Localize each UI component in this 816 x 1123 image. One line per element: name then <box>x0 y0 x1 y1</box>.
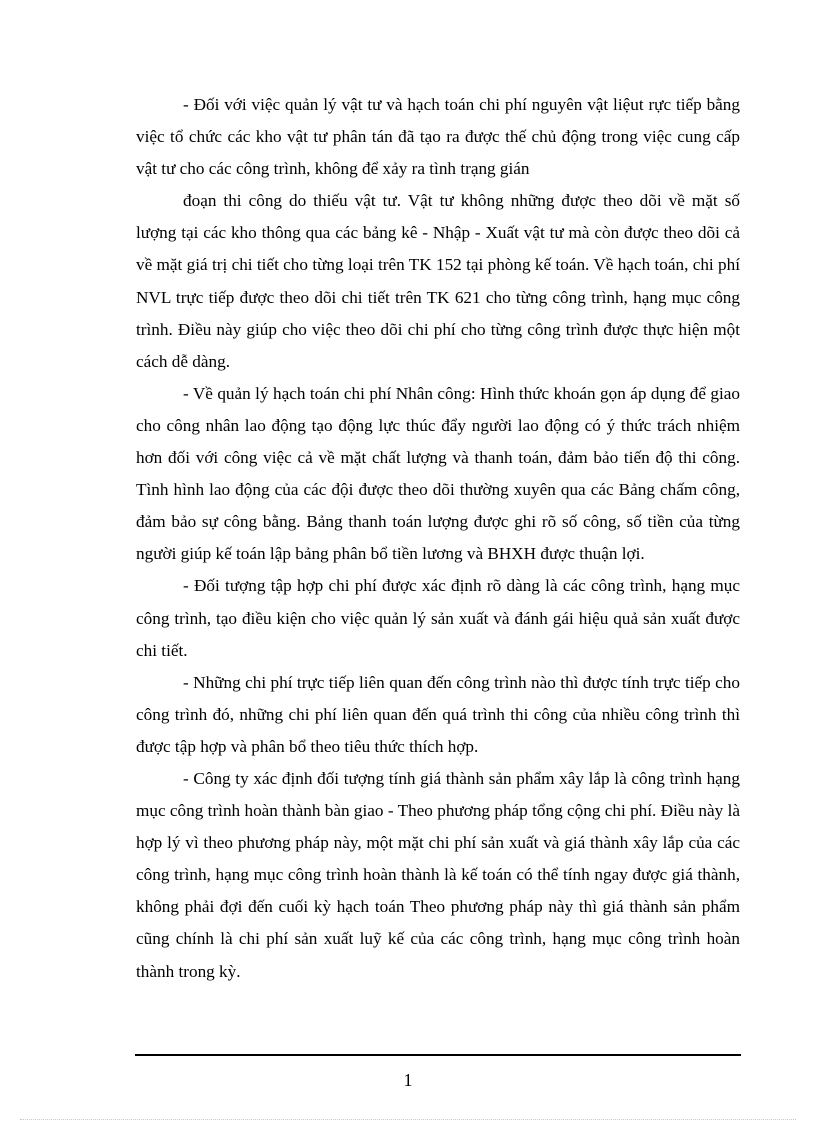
paragraph-costing-method: - Công ty xác định đối tượng tính giá thành sản phẩm xây lắp là công trình hạng mục công trình hoàn thành bàn giao - Theo phương pháp tổng cộng chi phí. Điều này là hợp lý vì theo phương pháp này, một mặt chi phí sản xuất và giá thành xây lắp của các công trình, hạng mục công trình hoàn thành là kế toán có thể tính ngay được giá thành, không phải đợi đến cuối kỳ hạch toán Theo phương pháp này thì giá thành sản phẩm cũng chính là chi phí sản xuất luỹ kế của các công trình, hạng mục công trình hoàn thành trong kỳ. <box>136 768 740 981</box>
paragraph-labor-costs: - Về quản lý hạch toán chi phí Nhân công: Hình thức khoán gọn áp dụng để giao cho công nhân lao động tạo động lực thúc đẩy người lao động có ý thức trách nhiệm hơn đối với công việc cả về mặt chất lượng và thanh toán, đảm bảo tiến độ thi công. Tình hình lao động của các đội được theo dõi thường xuyên qua các Bảng chấm công, đảm bảo sự công bằng. Bảng thanh toán lượng được ghi rõ số công, số tiền của từng người giúp kế toán lập bảng phân bổ tiền lương và BHXH được thuận lợi. <box>136 383 740 564</box>
paragraph-materials: - Đối với việc quản lý vật tư và hạch toán chi phí nguyên vật liệut rực tiếp bằng việc tổ chức các kho vật tư phân tán đã tạo ra được thế chủ động trong việc cung cấp vật tư cho các công trình, không để xảy ra tình trạng gián <box>136 95 740 179</box>
body-text <box>136 89 740 988</box>
paragraph-material-tracking: đoạn thi công do thiếu vật tư. Vật tư không những được theo dõi về mặt số lượng tại các kho thông qua các bảng kê - Nhập - Xuất vật tư mà còn được theo dõi cả về mặt giá trị chi tiết cho từng loại trên TK 152 tại phòng kế toán. Về hạch toán, chi phí NVL trực tiếp được theo dõi chi tiết trên TK 621 cho từng công trình, hạng mục công trình. Điều này giúp cho việc theo dõi chi phí cho từng công trình được thực hiện một cách dễ dàng. <box>136 191 740 371</box>
page-edge-dotted-line <box>20 1119 796 1120</box>
footer-rule <box>135 1054 741 1056</box>
page-number: 1 <box>403 1070 413 1090</box>
paragraph-direct-costs: - Những chi phí trực tiếp liên quan đến công trình nào thì được tính trực tiếp cho công trình đó, những chi phí liên quan đến quá trình thi công của nhiều công trình thì được tập hợp và phân bổ theo tiêu thức thích hợp. <box>136 672 740 756</box>
paragraph-cost-objects: - Đối tượng tập hợp chi phí được xác định rõ dàng là các công trình, hạng mục công trình, tạo điều kiện cho việc quản lý sản xuất và đánh gái hiệu quả sản xuất được chi tiết. <box>136 576 740 660</box>
